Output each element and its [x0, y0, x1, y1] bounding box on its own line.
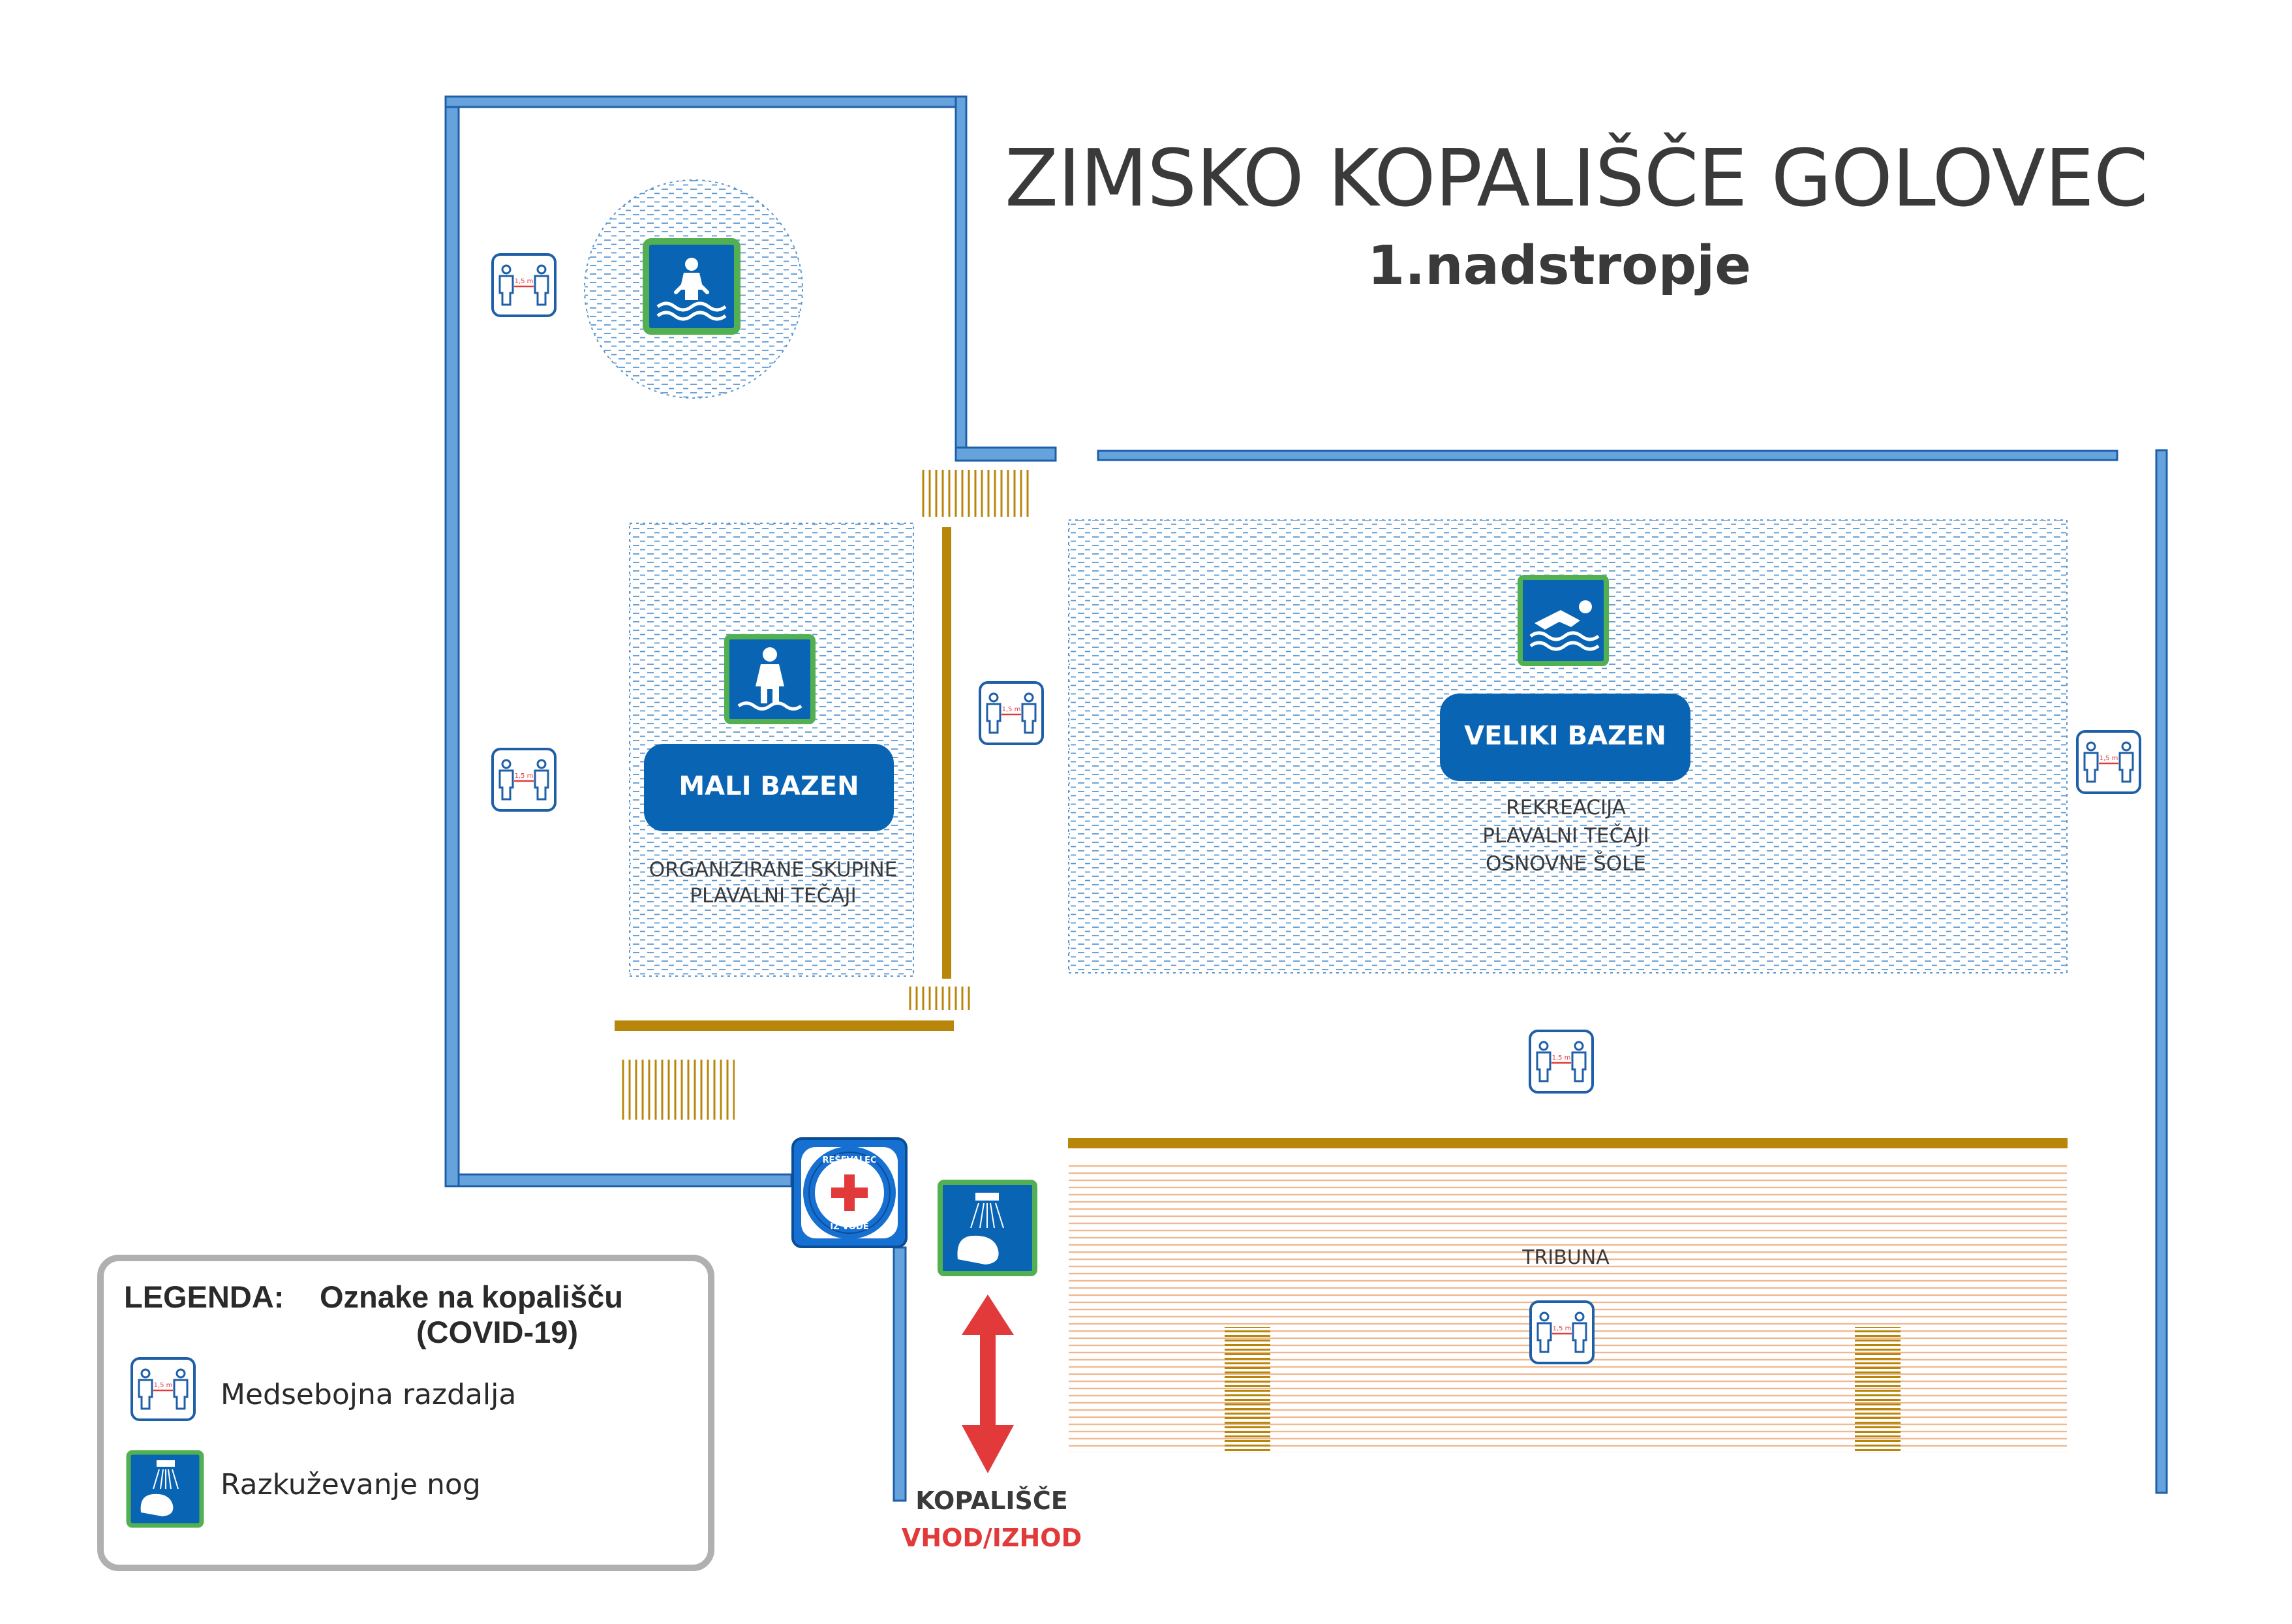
wall-east [2156, 450, 2167, 1493]
large-pool-line-2: PLAVALNI TEČAJI [1482, 824, 1649, 848]
social-distance-icon [132, 1358, 194, 1420]
small-pool-name: MALI BAZEN [679, 771, 859, 801]
entrance-sublabel: VHOD/IZHOD [901, 1524, 1082, 1552]
social-distance-icon [493, 254, 555, 316]
tribune-stairs-left [1225, 1327, 1270, 1451]
large-pool-line-3: OSNOVNE ŠOLE [1486, 852, 1646, 876]
wall-north [1098, 451, 2117, 460]
legend-subtitle-2: (COVID-19) [416, 1315, 579, 1349]
social-distance-icon [493, 749, 555, 810]
small-pool-line-1: ORGANIZIRANE SKUPINE [649, 858, 898, 881]
tribune-label: TRIBUNA [1522, 1246, 1610, 1269]
standing-in-water-icon [727, 637, 813, 722]
foot-disinfection-icon [129, 1452, 202, 1525]
wading-pool-icon [646, 241, 737, 331]
legend-title: LEGENDA: [124, 1279, 284, 1314]
social-distance-icon [1530, 1031, 1593, 1092]
social-distance-icon [2077, 731, 2140, 793]
small-pool-line-2: PLAVALNI TEČAJI [690, 884, 857, 908]
legend-subtitle-1: Oznake na kopališču [320, 1279, 623, 1314]
large-pool-name: VELIKI BAZEN [1464, 721, 1666, 751]
tribune-stairs-right [1855, 1327, 1901, 1451]
wall-entrance [894, 1248, 906, 1501]
svg-text:REŠEVALEC: REŠEVALEC [822, 1156, 877, 1165]
swimming-icon [1520, 577, 1606, 664]
entrance-label: KOPALIŠČE [915, 1486, 1068, 1515]
large-pool-line-1: REKREACIJA [1506, 796, 1626, 820]
lifebuoy-first-aid-icon [793, 1139, 906, 1247]
social-distance-icon [1531, 1302, 1593, 1363]
floor-subtitle: 1.nadstropje [1368, 235, 1751, 297]
svg-text:IZ VODE: IZ VODE [830, 1222, 869, 1232]
foot-disinfection-icon [940, 1182, 1035, 1274]
legend-item-label: Medsebojna razdalja [221, 1378, 517, 1411]
page-title: ZIMSKO KOPALIŠČE GOLOVEC [1005, 134, 2148, 224]
double-arrow-icon [962, 1295, 1014, 1473]
legend-item-label: Razkuževanje nog [221, 1468, 481, 1501]
social-distance-icon [980, 682, 1043, 744]
